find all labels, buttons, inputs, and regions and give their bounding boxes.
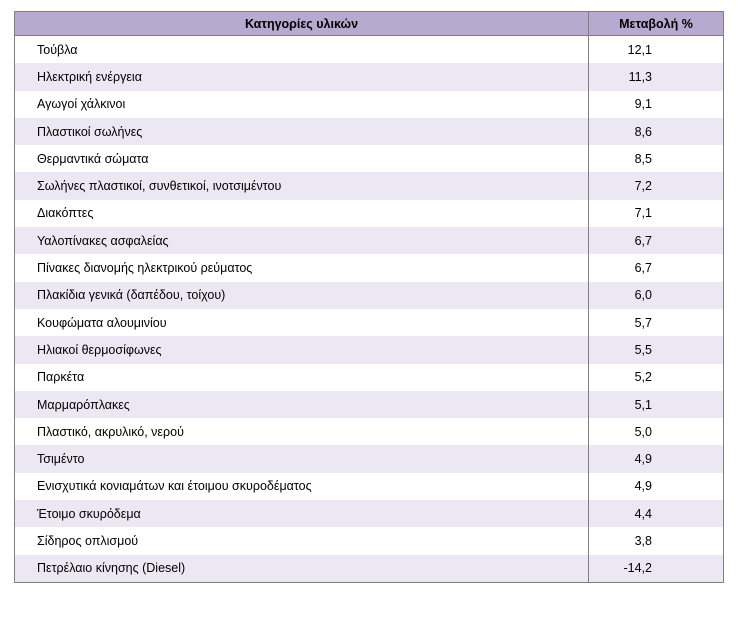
category-cell: Τούβλα — [15, 36, 589, 64]
materials-price-change-table — [14, 11, 724, 583]
change-percent-cell: 5,1 — [589, 391, 724, 418]
category-cell: Ενισχυτικά κονιαμάτων και έτοιμου σκυροδέματος — [15, 473, 589, 500]
table-row — [15, 391, 724, 418]
change-percent-cell: 7,1 — [589, 200, 724, 227]
table-row — [15, 282, 724, 309]
change-percent-cell: 5,2 — [589, 364, 724, 391]
category-cell: Πίνακες διανομής ηλεκτρικού ρεύματος — [15, 254, 589, 281]
table-row — [15, 227, 724, 254]
change-percent-cell: 4,4 — [589, 500, 724, 527]
table-row — [15, 200, 724, 227]
change-percent-cell: 5,7 — [589, 309, 724, 336]
table-body — [15, 36, 724, 583]
category-cell: Πλακίδια γενικά (δαπέδου, τοίχου) — [15, 282, 589, 309]
change-percent-cell: 6,0 — [589, 282, 724, 309]
table-row — [15, 118, 724, 145]
category-cell: Έτοιμο σκυρόδεμα — [15, 500, 589, 527]
table-row — [15, 445, 724, 472]
category-cell: Ηλιακοί θερμοσίφωνες — [15, 336, 589, 363]
change-percent-cell: 5,5 — [589, 336, 724, 363]
table-row — [15, 36, 724, 64]
category-cell: Διακόπτες — [15, 200, 589, 227]
category-cell: Κουφώματα αλουμινίου — [15, 309, 589, 336]
category-cell: Τσιμέντο — [15, 445, 589, 472]
table-row — [15, 336, 724, 363]
category-cell: Σίδηρος οπλισμού — [15, 527, 589, 554]
table-row — [15, 527, 724, 554]
category-cell: Σωλήνες πλαστικοί, συνθετικοί, ινοτσιμέντου — [15, 172, 589, 199]
table-row — [15, 473, 724, 500]
table-row — [15, 500, 724, 527]
category-cell: Υαλοπίνακες ασφαλείας — [15, 227, 589, 254]
table-row — [15, 364, 724, 391]
change-percent-cell: 4,9 — [589, 473, 724, 500]
category-cell: Παρκέτα — [15, 364, 589, 391]
change-percent-cell: 6,7 — [589, 227, 724, 254]
category-cell: Αγωγοί χάλκινοι — [15, 91, 589, 118]
change-percent-cell: 11,3 — [589, 63, 724, 90]
change-percent-cell: 4,9 — [589, 445, 724, 472]
change-percent-cell: 7,2 — [589, 172, 724, 199]
table-row — [15, 63, 724, 90]
table-row — [15, 172, 724, 199]
change-percent-cell: 5,0 — [589, 418, 724, 445]
category-cell: Πετρέλαιο κίνησης (Diesel) — [15, 555, 589, 583]
change-percent-cell: 6,7 — [589, 254, 724, 281]
change-percent-cell: 3,8 — [589, 527, 724, 554]
header-category: Κατηγορίες υλικών — [15, 12, 589, 36]
category-cell: Ηλεκτρική ενέργεια — [15, 63, 589, 90]
header-change-percent: Μεταβολή % — [589, 12, 724, 36]
category-cell: Θερμαντικά σώματα — [15, 145, 589, 172]
change-percent-cell: 12,1 — [589, 36, 724, 64]
change-percent-cell: 8,6 — [589, 118, 724, 145]
category-cell: Πλαστικοί σωλήνες — [15, 118, 589, 145]
table-row — [15, 254, 724, 281]
table-row — [15, 145, 724, 172]
table-row — [15, 91, 724, 118]
table-row — [15, 418, 724, 445]
change-percent-cell: -14,2 — [589, 555, 724, 583]
category-cell: Μαρμαρόπλακες — [15, 391, 589, 418]
table-row — [15, 309, 724, 336]
change-percent-cell: 9,1 — [589, 91, 724, 118]
category-cell: Πλαστικό, ακρυλικό, νερού — [15, 418, 589, 445]
table-header-row — [15, 12, 724, 36]
table-row — [15, 555, 724, 583]
change-percent-cell: 8,5 — [589, 145, 724, 172]
